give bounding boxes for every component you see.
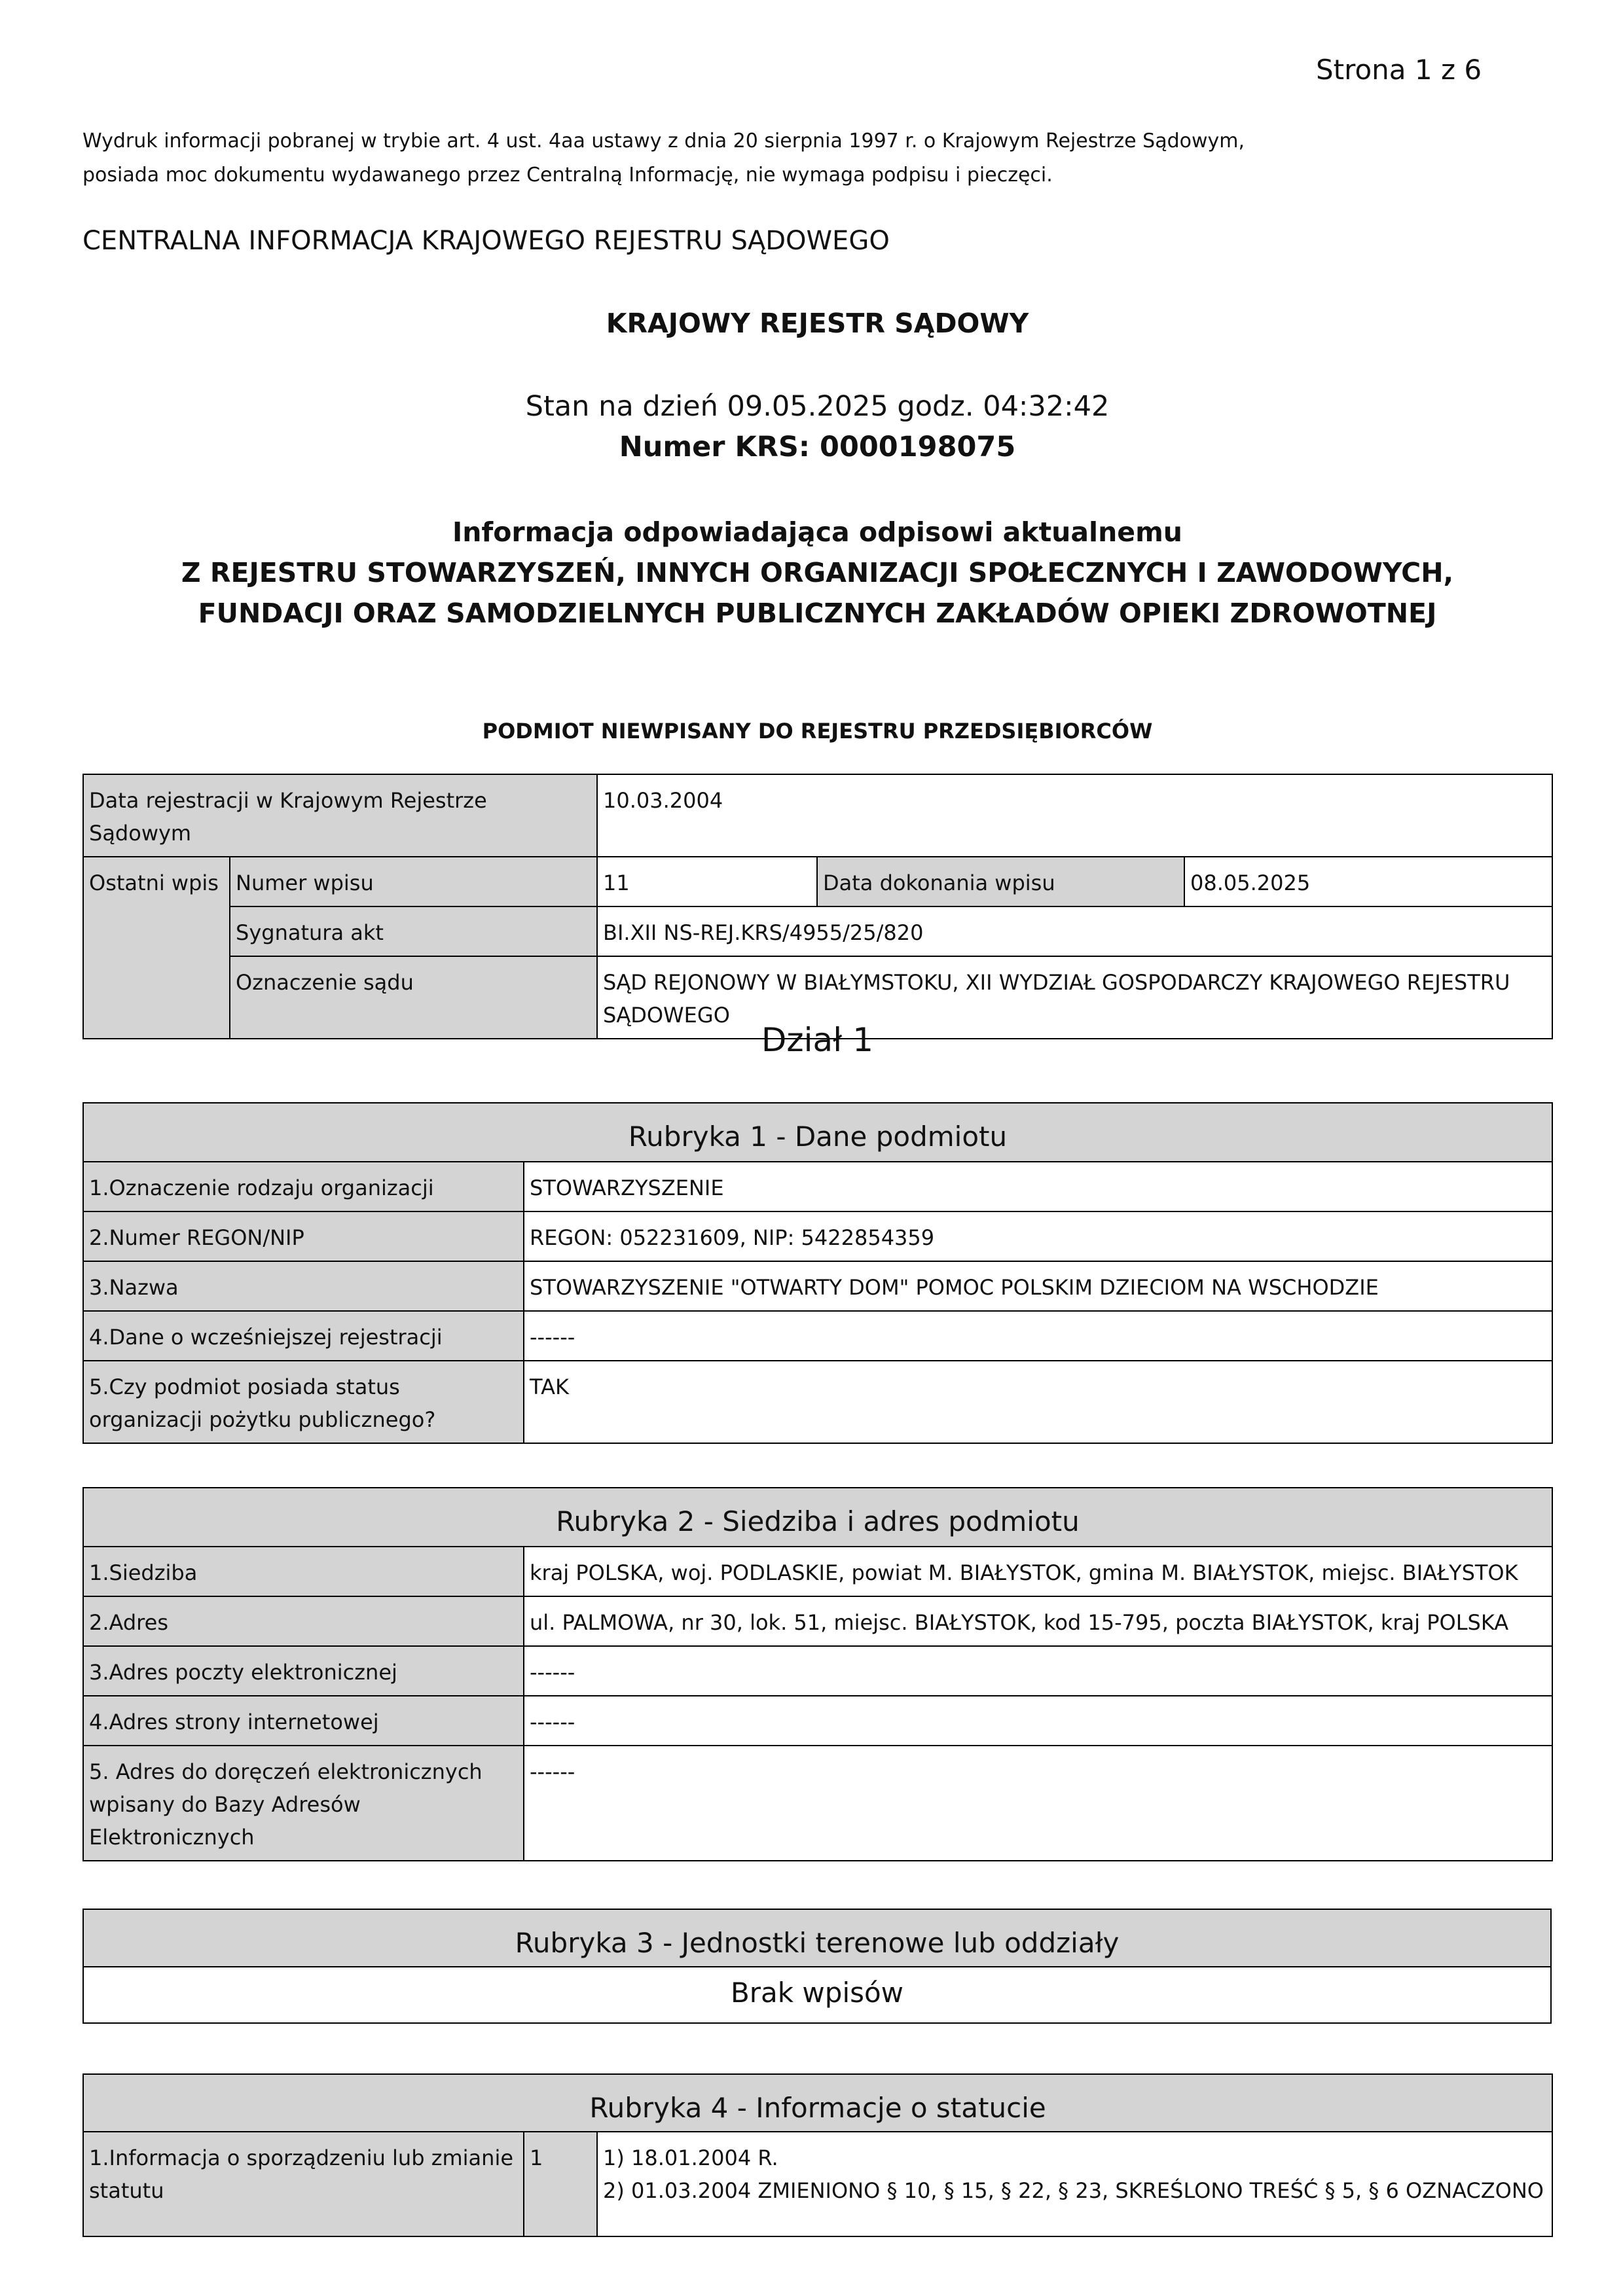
field-label: 5. Adres do doręczeń elektronicznych wpisany do Bazy Adresów Elektronicznych <box>83 1746 524 1861</box>
document-info-line: Z REJESTRU STOWARZYSZEŃ, INNYCH ORGANIZACJI SPOŁECZNYCH I ZAWODOWYCH, <box>181 557 1454 588</box>
table-row <box>83 1211 1552 1261</box>
table-row <box>83 1488 1552 1547</box>
entry-date-label: Data dokonania wpisu <box>817 857 1184 906</box>
field-value: ------ <box>524 1696 1552 1746</box>
table-row <box>83 906 1552 956</box>
rubric-3-title: Rubryka 3 - Jednostki terenowe lub oddziały <box>83 1909 1551 1967</box>
statute-entry: 2) 01.03.2004 ZMIENIONO § 10, § 15, § 22, § 23, SKREŚLONO TREŚĆ § 5, § 6 OZNACZONO <box>603 2178 1544 2203</box>
last-entry-label: Ostatni wpis <box>83 857 230 1039</box>
document-info-line: FUNDACJI ORAZ SAMODZIELNYCH PUBLICZNYCH ZAKŁADÓW OPIEKI ZDROWOTNEJ <box>198 598 1437 629</box>
field-label: 1.Oznaczenie rodzaju organizacji <box>83 1162 524 1211</box>
registration-table <box>82 774 1553 1039</box>
table-row <box>83 2074 1552 2132</box>
page-number: Strona 1 z 6 <box>1316 54 1482 86</box>
table-row <box>83 1696 1552 1746</box>
table-row <box>83 857 1552 906</box>
field-value: TAK <box>524 1361 1552 1443</box>
issuer-name: CENTRALNA INFORMACJA KRAJOWEGO REJESTRU SĄDOWEGO <box>82 226 890 256</box>
rubric-2-title: Rubryka 2 - Siedziba i adres podmiotu <box>83 1488 1552 1547</box>
field-label: 5.Czy podmiot posiada status organizacji pożytku publicznego? <box>83 1361 524 1443</box>
field-label: 1.Informacja o sporządzeniu lub zmianie statutu <box>83 2132 524 2236</box>
rubric-4-title: Rubryka 4 - Informacje o statucie <box>83 2074 1552 2132</box>
table-row <box>83 1547 1552 1596</box>
field-value: STOWARZYSZENIE "OTWARTY DOM" POMOC POLSKIM DZIECIOM NA WSCHODZIE <box>524 1261 1552 1311</box>
legal-notice-line: Wydruk informacji pobranej w trybie art. 4 ust. 4aa ustawy z dnia 20 sierpnia 1997 r. o Krajowym Rejestrze Sądowym, <box>82 130 1245 152</box>
legal-notice <box>82 124 1326 192</box>
table-row <box>83 1361 1552 1443</box>
table-row <box>83 1596 1552 1646</box>
table-row <box>83 2132 1552 2236</box>
no-entries-text: Brak wpisów <box>83 1967 1551 2023</box>
field-label: 1.Siedziba <box>83 1547 524 1596</box>
registration-date-label: Data rejestracji w Krajowym Rejestrze Sądowym <box>83 774 597 857</box>
entity-status: PODMIOT NIEWPISANY DO REJESTRU PRZEDSIĘBIORCÓW <box>482 719 1153 744</box>
section-title: Dział 1 <box>761 1021 874 1059</box>
statute-entry: 1) 18.01.2004 R. <box>603 2145 778 2170</box>
rubric-1-table <box>82 1102 1553 1444</box>
field-value: ul. PALMOWA, nr 30, lok. 51, miejsc. BIAŁYSTOK, kod 15-795, poczta BIAŁYSTOK, kraj POLSKA <box>524 1596 1552 1646</box>
entry-number-label: Numer wpisu <box>230 857 597 906</box>
field-value: ------ <box>524 1311 1552 1361</box>
table-row <box>83 1746 1552 1861</box>
field-value: kraj POLSKA, woj. PODLASKIE, powiat M. BIAŁYSTOK, gmina M. BIAŁYSTOK, miejsc. BIAŁYSTOK <box>524 1547 1552 1596</box>
table-row <box>83 1261 1552 1311</box>
status-date: Stan na dzień 09.05.2025 godz. 04:32:42 <box>525 390 1110 423</box>
document-info-line: Informacja odpowiadająca odpisowi aktualnemu <box>452 516 1182 548</box>
entry-number-value: 11 <box>597 857 817 906</box>
table-row <box>83 774 1552 857</box>
court-value: SĄD REJONOWY W BIAŁYMSTOKU, XII WYDZIAŁ GOSPODARCZY KRAJOWEGO REJESTRU SĄDOWEGO <box>597 956 1552 1039</box>
table-row <box>83 1646 1552 1696</box>
entry-date-value: 08.05.2025 <box>1184 857 1552 906</box>
table-row <box>83 1909 1551 1967</box>
legal-notice-line: posiada moc dokumentu wydawanego przez Centralną Informację, nie wymaga podpisu i pieczęci. <box>82 164 1053 187</box>
field-value: ------ <box>524 1746 1552 1861</box>
court-label: Oznaczenie sądu <box>230 956 597 1039</box>
rubric-4-table <box>82 2073 1553 2237</box>
field-value: REGON: 052231609, NIP: 5422854359 <box>524 1211 1552 1261</box>
entry-number: 1 <box>524 2132 597 2236</box>
rubric-1-title: Rubryka 1 - Dane podmiotu <box>83 1103 1552 1162</box>
field-label: 3.Adres poczty elektronicznej <box>83 1646 524 1696</box>
table-row <box>83 1311 1552 1361</box>
field-label: 4.Adres strony internetowej <box>83 1696 524 1746</box>
file-ref-value: BI.XII NS-REJ.KRS/4955/25/820 <box>597 906 1552 956</box>
field-label: 2.Adres <box>83 1596 524 1646</box>
registration-date-value: 10.03.2004 <box>597 774 1552 857</box>
field-value <box>597 2132 1552 2236</box>
rubric-2-table <box>82 1487 1553 1861</box>
table-row <box>83 1103 1552 1162</box>
table-row <box>83 1967 1551 2023</box>
field-label: 3.Nazwa <box>83 1261 524 1311</box>
field-label: 4.Dane o wcześniejszej rejestracji <box>83 1311 524 1361</box>
document-info <box>82 512 1552 634</box>
field-value: ------ <box>524 1646 1552 1696</box>
krs-number: Numer KRS: 0000198075 <box>619 431 1016 463</box>
field-label: 2.Numer REGON/NIP <box>83 1211 524 1261</box>
rubric-3-table <box>82 1909 1552 2024</box>
register-title: KRAJOWY REJESTR SĄDOWY <box>606 308 1029 339</box>
table-row <box>83 1162 1552 1211</box>
field-value: STOWARZYSZENIE <box>524 1162 1552 1211</box>
file-ref-label: Sygnatura akt <box>230 906 597 956</box>
